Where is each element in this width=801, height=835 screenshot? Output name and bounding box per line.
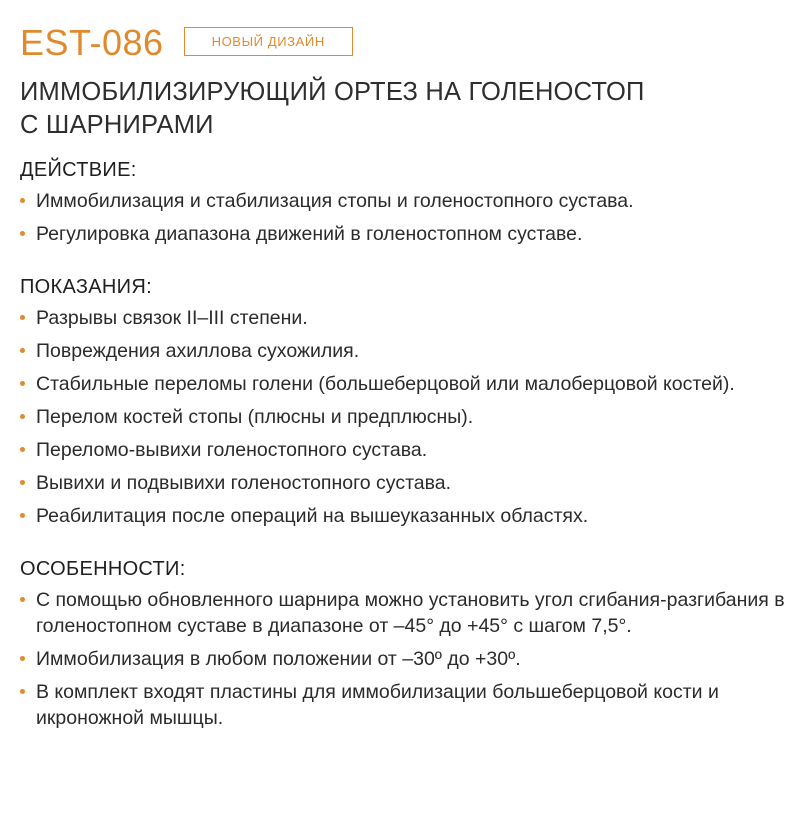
list-item: Иммобилизация в любом положении от –30º до +30º. [20, 646, 790, 672]
bullet-dot-icon [20, 231, 25, 236]
bullet-dot-icon [20, 414, 25, 419]
bullet-dot-icon [20, 381, 25, 386]
bullet-dot-icon [20, 198, 25, 203]
features-list [20, 587, 790, 731]
list-item: Реабилитация после операций на вышеуказанных областях. [20, 503, 790, 529]
bullet-dot-icon [20, 597, 25, 602]
product-title-line-1: ИММОБИЛИЗИРУЮЩИЙ ОРТЕЗ НА ГОЛЕНОСТОП [20, 78, 645, 106]
list-item: Переломо-вывихи голеностопного сустава. [20, 437, 790, 463]
bullet-dot-icon [20, 480, 25, 485]
section-title-indications: ПОКАЗАНИЯ: [20, 276, 152, 298]
bullet-dot-icon [20, 315, 25, 320]
list-item: В комплект входят пластины для иммобилизации большеберцовой кости и икроножной мышцы. [20, 679, 790, 731]
action-list [20, 188, 790, 247]
section-action [20, 156, 790, 247]
new-design-badge: НОВЫЙ ДИЗАЙН [184, 27, 353, 56]
bullet-dot-icon [20, 348, 25, 353]
product-code: EST-086 [20, 22, 164, 63]
section-title-action: ДЕЙСТВИЕ: [20, 159, 137, 181]
bullet-dot-icon [20, 656, 25, 661]
product-title [20, 76, 790, 142]
section-indications [20, 273, 790, 529]
section-features [20, 555, 790, 731]
bullet-dot-icon [20, 689, 25, 694]
list-item: Перелом костей стопы (плюсны и предплюсны). [20, 404, 790, 430]
bullet-dot-icon [20, 447, 25, 452]
list-item: Повреждения ахиллова сухожилия. [20, 338, 790, 364]
section-title-features: ОСОБЕННОСТИ: [20, 558, 186, 580]
indications-list [20, 305, 790, 529]
list-item: Регулировка диапазона движений в голеностопном суставе. [20, 221, 790, 247]
product-title-line-2: С ШАРНИРАМИ [20, 111, 214, 139]
product-card [20, 0, 790, 738]
list-item: Иммобилизация и стабилизация стопы и голеностопного сустава. [20, 188, 790, 214]
bullet-dot-icon [20, 513, 25, 518]
list-item: Вывихи и подвывихи голеностопного сустава. [20, 470, 790, 496]
product-header [20, 8, 790, 78]
list-item: Стабильные переломы голени (большеберцовой или малоберцовой костей). [20, 371, 790, 397]
list-item: С помощью обновленного шарнира можно установить угол сгибания-разгибания в голеностопном суставе в диапазоне от –45° до +45° с шагом 7,5°. [20, 587, 790, 639]
list-item: Разрывы связок II–III степени. [20, 305, 790, 331]
